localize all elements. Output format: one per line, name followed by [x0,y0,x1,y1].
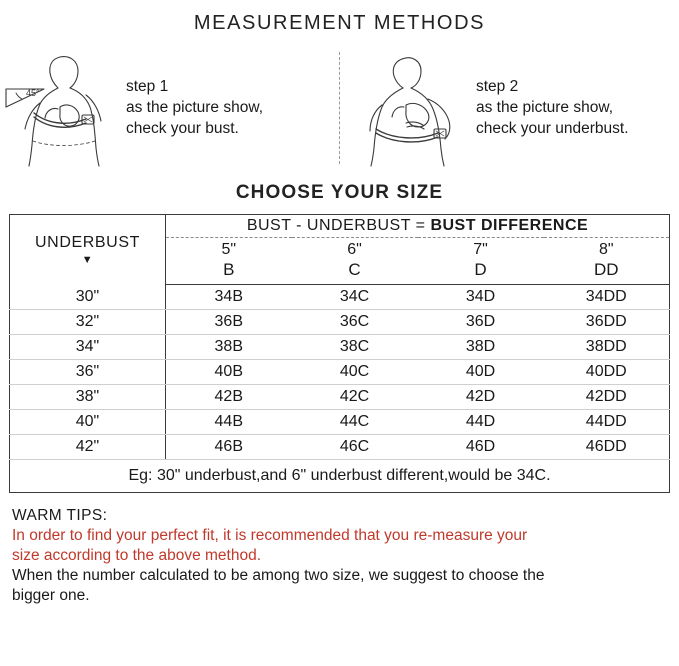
size-cell: 38B [166,335,292,360]
warm-tips-dark-line-2: bigger one. [12,587,90,604]
warm-tips-red-line-1: In order to find your perfect fit, it is recommended that you re-measure your [12,527,528,544]
cup-letter-2: D [418,260,544,285]
choose-your-size-title: CHOOSE YOUR SIZE [235,182,444,203]
underbust-measure-figure [350,49,470,167]
bust-diff-inch-1: 6" [347,241,362,258]
row-underbust-value: 34" [10,335,166,360]
size-cell: 40DD [544,360,670,385]
example-note-row [10,460,670,493]
table-header-row-title [10,215,670,238]
bust-difference-header-plain: BUST - UNDERBUST = [246,217,431,234]
table-row [10,385,670,410]
size-cell: 46DD [544,435,670,460]
size-cell: 38DD [544,335,670,360]
methods-divider [339,52,340,164]
size-cell: 44D [418,410,544,435]
page-title: MEASUREMENT METHODS [193,12,486,34]
method-step-1 [0,49,329,167]
size-cell: 44DD [544,410,670,435]
warm-tips-section [12,507,667,606]
method-2-line-1: as the picture show, [476,99,613,116]
table-row [10,410,670,435]
method-step-2 [350,49,679,167]
bust-difference-header-bold: BUST DIFFERENCE [430,217,589,234]
table-row [10,435,670,460]
size-cell: 34D [418,285,544,310]
size-cell: 40B [166,360,292,385]
warm-tips-dark-line-1: When the number calculated to be among two size, we suggest to choose the [12,567,545,584]
underbust-column-header [10,215,166,285]
row-underbust-value: 32" [10,310,166,335]
cup-letter-1: C [292,260,418,285]
underbust-header-label: UNDERBUST [35,233,140,251]
table-row [10,360,670,385]
size-cell: 34C [292,285,418,310]
method-1-text [120,76,263,139]
row-underbust-value: 36" [10,360,166,385]
warm-tips-title: WARM TIPS: [12,507,108,524]
method-2-line-2: check your underbust. [476,120,629,137]
cup-letter-3: DD [544,260,670,285]
bust-difference-header [166,215,670,238]
size-cell: 36D [418,310,544,335]
size-cell: 40C [292,360,418,385]
size-cell: 46B [166,435,292,460]
size-cell: 36B [166,310,292,335]
example-note: Eg: 30" underbust,and 6" underbust different,would be 34C. [10,460,670,493]
table-row [10,285,670,310]
size-cell: 46D [418,435,544,460]
method-2-step-label: step 2 [476,78,519,95]
method-1-line-1: as the picture show, [126,99,263,116]
chevron-down-icon: ▼ [81,253,94,266]
method-2-text [470,76,629,139]
size-cell: 34B [166,285,292,310]
size-cell: 36DD [544,310,670,335]
size-chart-table [9,214,670,493]
cup-letter-0: B [166,260,292,285]
size-cell: 44B [166,410,292,435]
size-cell: 38D [418,335,544,360]
size-guide-page [0,8,679,666]
size-cell: 40D [418,360,544,385]
size-cell: 38C [292,335,418,360]
row-underbust-value: 38" [10,385,166,410]
size-cell: 42C [292,385,418,410]
bust-diff-inch-0: 5" [221,241,237,258]
table-row [10,310,670,335]
row-underbust-value: 30" [10,285,166,310]
size-cell: 44C [292,410,418,435]
size-cell: 34DD [544,285,670,310]
size-cell: 42D [418,385,544,410]
bust-diff-inch-3: 8" [598,241,614,258]
measurement-methods [0,45,679,170]
bust-diff-inch-2: 7" [473,241,488,258]
row-underbust-value: 40" [10,410,166,435]
size-cell: 36C [292,310,418,335]
method-1-line-2: check your bust. [126,120,239,137]
row-underbust-value: 42" [10,435,166,460]
size-cell: 46C [292,435,418,460]
method-1-step-label: step 1 [126,78,169,95]
warm-tips-red-line-2: size according to the above method. [12,547,262,564]
size-cell: 42B [166,385,292,410]
table-row [10,335,670,360]
size-cell: 42DD [544,385,670,410]
angle-label-45: 45° [26,87,40,98]
bust-measure-figure [0,49,120,167]
